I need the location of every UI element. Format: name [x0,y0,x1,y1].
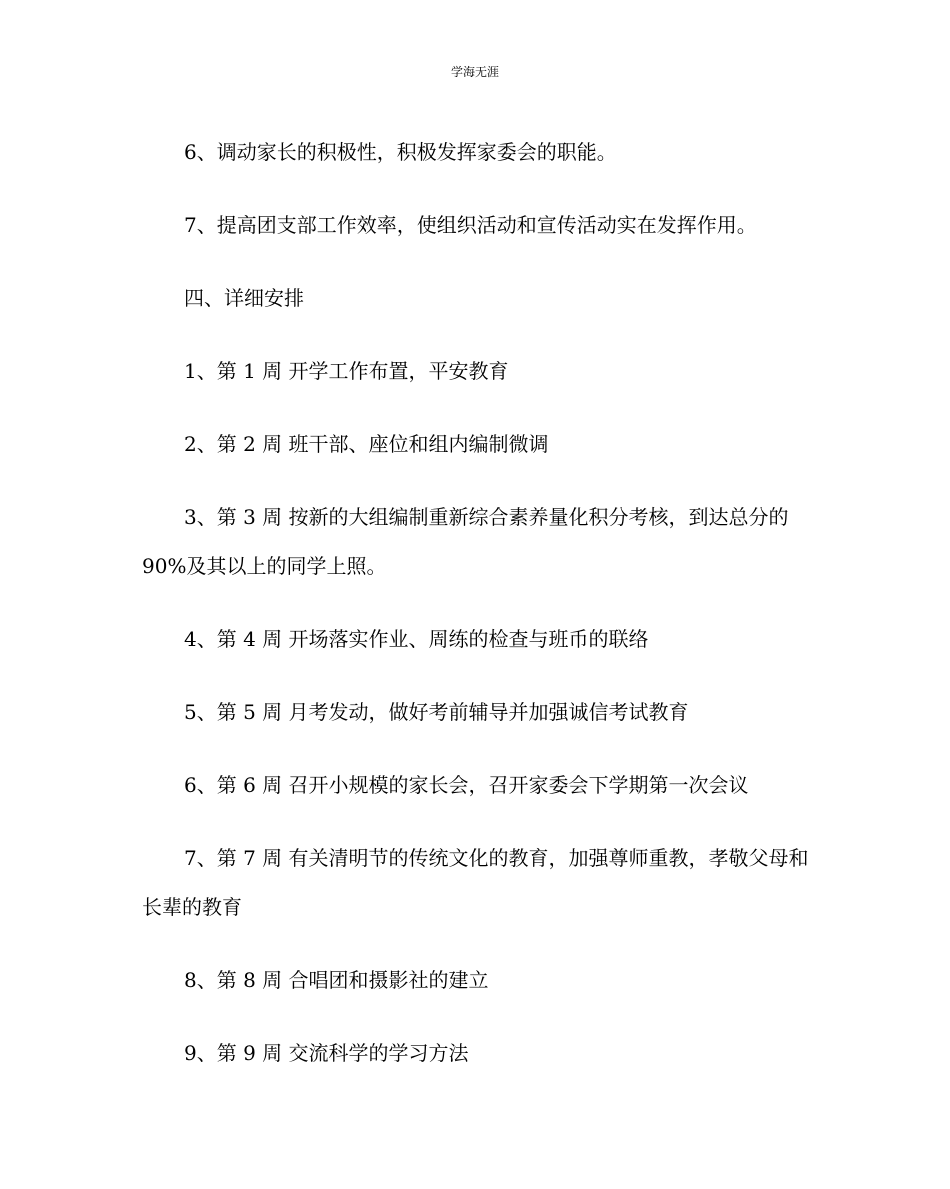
paragraph-week-1: 1、第 1 周 开学工作布置，平安教育 [184,359,509,383]
paragraph-item-7-league-branch: 7、提高团支部工作效率，使组织活动和宣传活动实在发挥作用。 [184,213,757,237]
paragraph-week-3: 3、第 3 周 按新的大组编制重新综合素养量化积分考核，到达总分的 90%及其以上的同学上照。 [142,505,789,578]
paragraph-item-6-parents: 6、调动家长的积极性，积极发挥家委会的职能。 [184,140,617,164]
paragraph-week-7: 7、第 7 周 有关清明节的传统文化的教育，加强尊师重教，孝敬父母和长辈的教育 [142,846,809,919]
paragraph-week-8: 8、第 8 周 合唱团和摄影社的建立 [184,968,489,992]
page-header: 学海无涯 [450,65,499,79]
document-body [142,128,810,1102]
section-heading-detailed-arrangement: 四、详细安排 [184,286,304,310]
paragraph-week-2: 2、第 2 周 班干部、座位和组内编制微调 [184,432,549,456]
paragraph-week-5: 5、第 5 周 月考发动，做好考前辅导并加强诚信考试教育 [184,700,689,724]
paragraph-week-4: 4、第 4 周 开场落实作业、周练的检查与班币的联络 [184,627,649,651]
paragraph-week-6: 6、第 6 周 召开小规模的家长会，召开家委会下学期第一次会议 [184,773,749,797]
paragraph-week-9: 9、第 9 周 交流科学的学习方法 [184,1041,469,1065]
